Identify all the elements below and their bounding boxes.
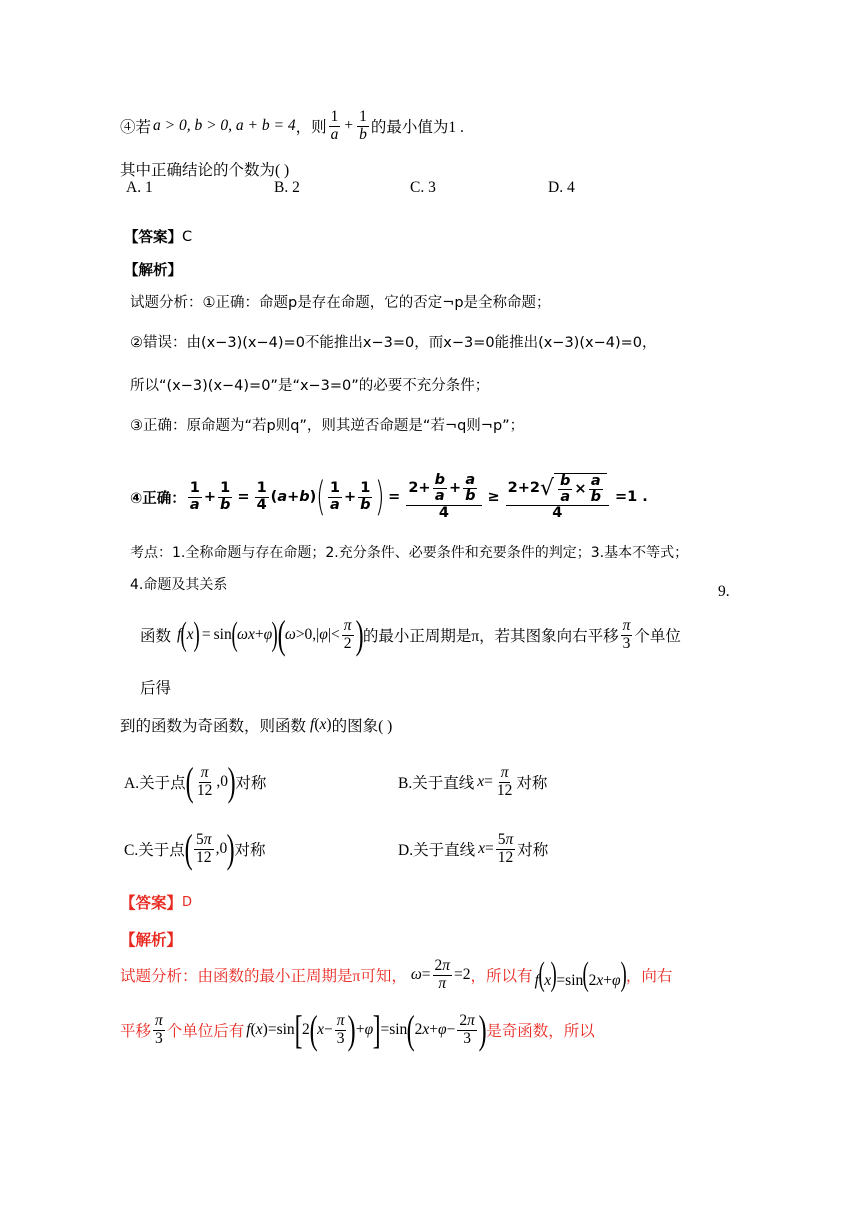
- q8-kaodian-1: 考点：1.全称命题与存在命题；2.充分条件、必要条件和充要条件的判定；3.基本不等式；: [130, 545, 689, 561]
- q8-item4-condition: a > 0, b > 0, a + b = 4: [153, 117, 296, 134]
- q9-number: 9.: [718, 583, 730, 600]
- answer-label: 【答案】: [124, 230, 182, 246]
- q9-stem-2: 后得: [140, 680, 172, 697]
- q9-answer: 【答案】 D: [120, 894, 193, 912]
- q8-option-d: D. 4: [548, 179, 575, 196]
- answer-value: C: [182, 228, 193, 245]
- q9-stem-1: 函数 f ( x ) = sin ( ωx + φ ) ( ω >0,| φ |< $\frac{\pi}{2}$ ) 的最小正周期是π，若其图象向右平移 $\frac{\pi}{3}$ 个单位: [140, 612, 681, 657]
- fraction-1-over-a: $\frac{1}{a}$: [330, 108, 339, 143]
- analysis-5-tail: =1 .: [614, 489, 648, 505]
- q8-analysis-label: 【解析】: [124, 263, 182, 279]
- q9-option-a: A.关于点 ( $\frac{\pi}{12}$ ,0 ) 对称: [124, 759, 267, 804]
- q9-analysis-label: 【解析】: [120, 932, 183, 949]
- q8-item4-mid: ，则: [295, 119, 327, 136]
- q9-option-c: C.关于点 ( $\frac{5\pi}{12}$ ,0 ) 对称: [124, 826, 266, 871]
- q8-option-b: B. 2: [274, 179, 300, 196]
- q9-analysis-2: 平移 $\frac{\pi}{3}$ 个单位后有 f ( x )=sin [ 2 ( x − $\frac{\pi}{3}$ ) + φ ] =sin ( 2 x + φ − $\frac{2\pi}{3}$ ) 是奇函数，所以: [120, 1007, 595, 1052]
- q8-option-a: A. 1: [126, 179, 153, 196]
- q8-answer: [124, 226, 192, 247]
- q8-item4-prefix: ④若: [120, 119, 152, 136]
- q8-kaodian-2: 4.命题及其关系: [130, 577, 228, 593]
- q8-item4: ④若 a > 0, b > 0, a + b = 4 ，则 $\frac{1}{a}$ + $\frac{1}{b}$ 的最小值为1 .: [120, 108, 464, 143]
- q9-option-d: D.关于直线 x = $\frac{5\pi}{12}$ 对称: [398, 831, 549, 866]
- q8-item4-suffix: 的最小值为1 .: [370, 119, 464, 136]
- q8-option-c: C. 3: [410, 179, 436, 196]
- q9-option-b: B.关于直线 x = $\frac{\pi}{12}$ 对称: [398, 764, 548, 799]
- q8-analysis-1: 试题分析：①正确：命题p是存在命题，它的否定¬p是全称命题；: [130, 295, 551, 311]
- q8-analysis-5: ④正确： $\frac{1}{a}$ + $\frac{1}{b}$ = $\frac{1}{4}$ (a+b) ( $\frac{1}{a}$ + $\frac{1}{b}$ ) = 2+ $\frac{b}{a}$ + $\frac{a}{b}$ 4 ≥ 2+2 √ $\frac{b}{a}$ × $\frac{a}{b}$ 4 =1 .: [130, 472, 648, 522]
- fraction-1-over-b: $\frac{1}{b}$: [359, 108, 367, 143]
- q8-analysis-3: 所以“(x−3)(x−4)=0”是“x−3=0”的必要不充分条件；: [130, 378, 490, 394]
- q9-stem-3: 到的函数为奇函数，则函数 f ( x ) 的图象( ): [120, 716, 393, 735]
- q8-analysis-4: ③正确：原命题为“若p则q”，则其逆否命题是“若¬q则¬p”；: [130, 418, 525, 434]
- q9-analysis-1: 试题分析：由函数的最小正周期是π可知， ω = $\frac{2\pi}{\pi}$ =2 ，所以有 f(x)=sin(2x+φ) ，向右: [120, 956, 673, 993]
- q8-question: 其中正确结论的个数为( ): [120, 162, 290, 179]
- analysis-5-label: ④正确：: [130, 490, 186, 507]
- q8-analysis-2: ②错误：由(x−3)(x−4)=0不能推出x−3=0，而x−3=0能推出(x−3)(x−4)=0，: [130, 335, 657, 351]
